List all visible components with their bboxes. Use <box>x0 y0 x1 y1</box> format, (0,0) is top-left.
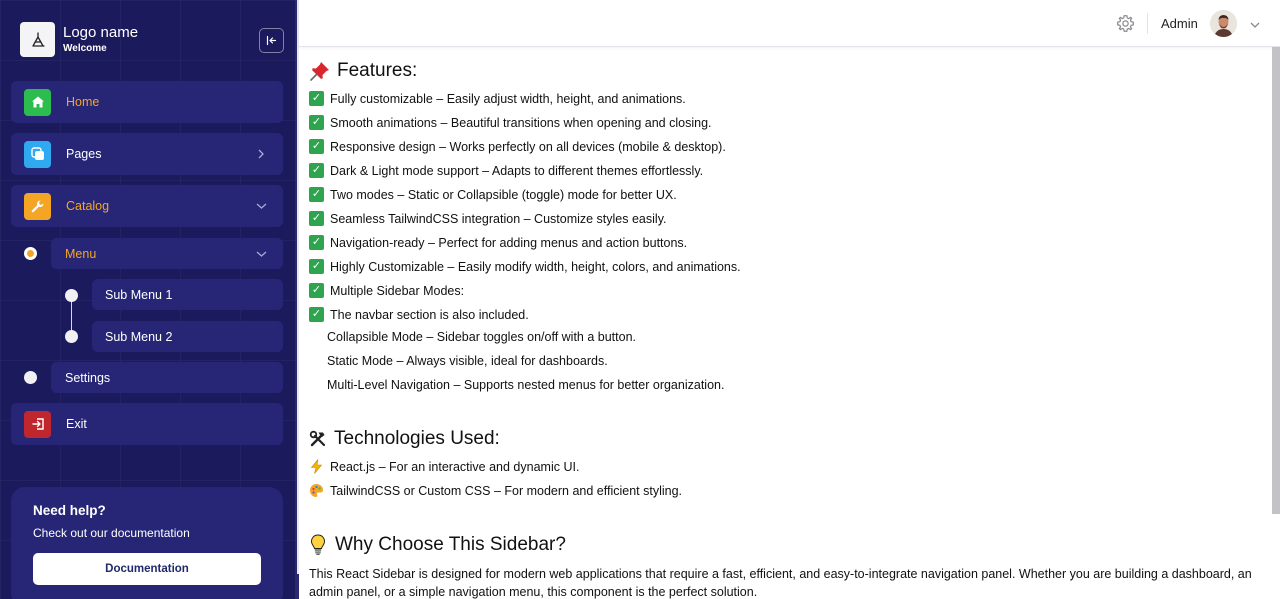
brand-name: Logo name <box>63 23 139 41</box>
sidebar-item-label: Settings <box>65 370 111 385</box>
sidebar-item-label: Exit <box>66 417 87 431</box>
settings-dot <box>24 371 37 384</box>
sidebar-item-sub-menu-2[interactable] <box>92 321 283 352</box>
lightning-icon <box>309 459 324 474</box>
logo <box>20 22 55 57</box>
mode-item: Multi-Level Navigation – Supports nested menus for better organization. <box>327 378 725 392</box>
feature-item: ✓ Smooth animations – Beautiful transitions when opening and closing. <box>309 115 712 130</box>
topbar-divider <box>1147 13 1148 34</box>
feature-item: ✓ The navbar section is also included. <box>309 307 529 322</box>
sidebar-item-pages[interactable] <box>11 133 283 175</box>
mode-item: Collapsible Mode – Sidebar toggles on/off with a button. <box>327 330 636 344</box>
check-icon: ✓ <box>309 115 324 130</box>
sidebar-item-catalog[interactable] <box>11 185 283 227</box>
check-icon: ✓ <box>309 187 324 202</box>
light-bulb-icon <box>309 534 327 556</box>
submenu-dot <box>65 330 78 343</box>
documentation-button[interactable]: Documentation <box>33 553 261 585</box>
why-paragraph: This React Sidebar is designed for modern web applications that require a fast, efficient, and easy-to-integrate navigation panel. Whether you are building a dashboard, an admin panel, or a simple navigation menu, this component is the perfect solution. <box>309 567 1252 599</box>
sidebar <box>0 0 295 599</box>
check-icon: ✓ <box>309 283 324 298</box>
sidebar-item-settings[interactable] <box>51 362 283 393</box>
check-icon: ✓ <box>309 307 324 322</box>
chevron-down-icon[interactable] <box>1249 18 1261 30</box>
sidebar-item-label: Sub Menu 2 <box>105 329 173 344</box>
technologies-heading <box>309 428 500 450</box>
technology-item: React.js – For an interactive and dynamic UI. <box>309 459 579 474</box>
hammer-and-wrench-icon <box>309 428 327 450</box>
check-icon: ✓ <box>309 211 324 226</box>
sidebar-item-menu[interactable] <box>51 238 283 269</box>
help-card <box>11 487 283 599</box>
pages-icon <box>24 141 51 168</box>
palette-icon <box>309 483 324 498</box>
mode-item: Static Mode – Always visible, ideal for dashboards. <box>327 354 608 368</box>
check-icon: ✓ <box>309 163 324 178</box>
why-heading <box>309 534 566 556</box>
feature-item: ✓ Fully customizable – Easily adjust width, height, and animations. <box>309 91 686 106</box>
chevron-right-icon <box>255 148 267 160</box>
check-icon: ✓ <box>309 235 324 250</box>
technologies-title: Technologies Used: <box>334 428 500 449</box>
wrench-icon <box>24 193 51 220</box>
sidebar-item-label: Pages <box>66 147 102 161</box>
feature-item: ✓ Navigation-ready – Perfect for adding menus and action buttons. <box>309 235 687 250</box>
feature-item: ✓ Dark & Light mode support – Adapts to different themes effortlessly. <box>309 163 703 178</box>
feature-item: ✓ Responsive design – Works perfectly on all devices (mobile & desktop). <box>309 139 726 154</box>
sidebar-item-home[interactable] <box>11 81 283 123</box>
check-icon: ✓ <box>309 259 324 274</box>
feature-item: ✓ Seamless TailwindCSS integration – Customize styles easily. <box>309 211 667 226</box>
sidebar-divider <box>297 0 299 574</box>
sidebar-item-label: Sub Menu 1 <box>105 287 173 302</box>
exit-icon <box>24 411 51 438</box>
features-heading <box>309 60 417 82</box>
pushpin-icon <box>309 60 331 82</box>
chevron-down-icon <box>255 200 267 212</box>
features-title: Features: <box>337 60 418 81</box>
check-icon: ✓ <box>309 139 324 154</box>
help-title: Need help? <box>33 503 106 518</box>
feature-item: ✓ Two modes – Static or Collapsible (toggle) mode for better UX. <box>309 187 677 202</box>
technology-item: TailwindCSS or Custom CSS – For modern and efficient styling. <box>309 483 682 498</box>
check-icon: ✓ <box>309 91 324 106</box>
help-subtitle: Check out our documentation <box>33 526 190 540</box>
scrollbar[interactable] <box>1272 47 1280 514</box>
sidebar-item-exit[interactable] <box>11 403 283 445</box>
sidebar-item-label: Home <box>66 95 100 109</box>
avatar[interactable] <box>1210 10 1237 37</box>
collapse-sidebar-button[interactable] <box>259 28 284 53</box>
logo-icon <box>29 31 47 49</box>
why-title: Why Choose This Sidebar? <box>335 534 566 555</box>
collapse-icon <box>266 35 277 46</box>
main-content <box>309 47 1269 599</box>
sidebar-item-label: Catalog <box>66 199 110 213</box>
home-icon <box>24 89 51 116</box>
sidebar-item-sub-menu-1[interactable] <box>92 279 283 310</box>
menu-dot <box>24 247 37 260</box>
chevron-down-icon <box>255 248 267 260</box>
brand[interactable] <box>20 22 138 57</box>
gear-icon[interactable] <box>1116 14 1135 33</box>
feature-item: ✓ Highly Customizable – Easily modify width, height, colors, and animations. <box>309 259 741 274</box>
sidebar-item-label: Menu <box>65 246 97 261</box>
brand-subtitle: Welcome <box>63 42 107 54</box>
feature-item: ✓ Multiple Sidebar Modes: <box>309 283 464 298</box>
user-name[interactable]: Admin <box>1161 16 1198 31</box>
submenu-dot <box>65 289 78 302</box>
topbar <box>299 0 1280 47</box>
